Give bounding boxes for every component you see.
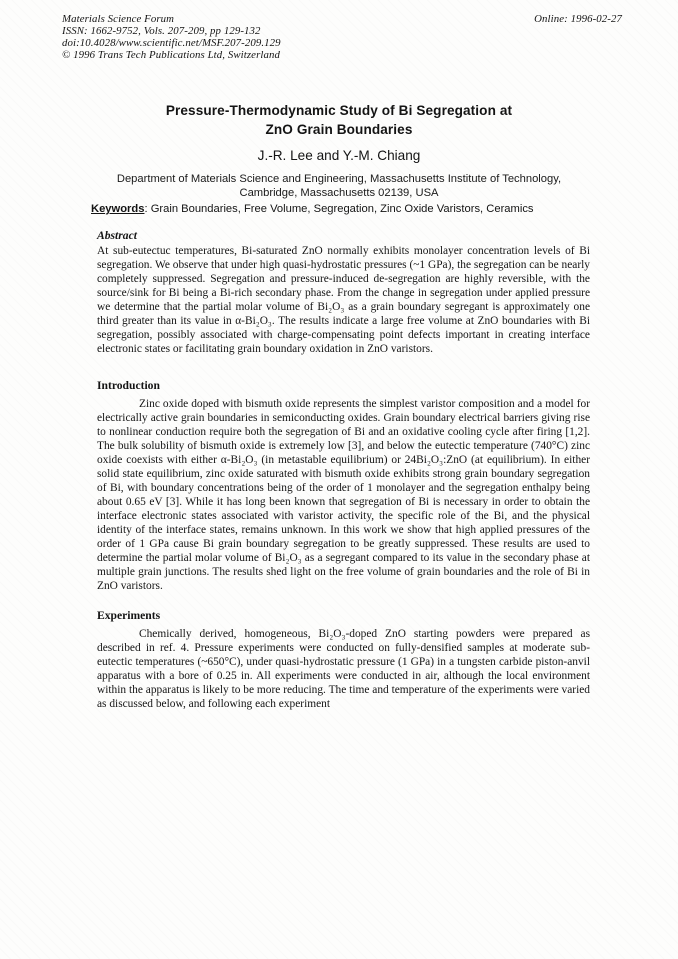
keywords-separator: : (144, 203, 151, 215)
abstract-heading: Abstract (97, 229, 137, 242)
section-spacer (97, 593, 590, 609)
section-spacer (97, 356, 590, 379)
journal-info-block (62, 13, 281, 61)
article-body (97, 229, 590, 711)
journal-masthead (62, 13, 622, 61)
journal-doi-line: doi:10.4028/www.scientific.net/MSF.207-209.129 (62, 37, 281, 49)
journal-copyright-line: © 1996 Trans Tech Publications Ltd, Switzerland (62, 49, 280, 61)
title-block (0, 101, 678, 200)
keywords-label: Keywords (91, 203, 145, 215)
journal-title: Materials Science Forum (62, 13, 175, 25)
affiliation-line-2: Cambridge, Massachusetts 02139, USA (239, 187, 439, 199)
introduction-paragraph: Zinc oxide doped with bismuth oxide represents the simplest varistor composition and a model for electrically active grain boundaries in semiconducting oxides. Grain boundary electrical barriers giving rise to nonlinear conduction require both the segregation of Bi and an oxidative cooling cycle after firing [1,2]. The bulk solubility of bismuth oxide is extremely low [3], and below the eutectic temperature (740°C) zinc oxide coexists with either α-Bi₂O₃ (in metastable equilibrium) or 24Bi₂O₃:ZnO (at equilibrium). In either solid state equilibrium, zinc oxide saturated with bismuth oxide exhibits strong grain boundary segregation of Bi, with boundary concentrations being of the order of 1 monolayer and the segregation enthalpy being about 0.65 eV [3]. While it has long been known that segregation of Bi is necessary in order to obtain the interface electronic states associated with varistor activity, the specific role of the Bi, and the physical identity of the interface states, remains unknown. In this work we show that high applied pressures of the order of 1 GPa cause Bi grain boundary segregation to be greatly suppressed. These results are used to determine the partial molar volume of Bi₂O₃ as a segregant compared to its value in the secondary phase at multiple grain junctions. The results shed light on the free volume of grain boundaries and the role of Bi in ZnO varistors. (97, 398, 590, 592)
online-date: Online: 1996-02-27 (534, 13, 622, 25)
authors-line: J.-R. Lee and Y.-M. Chiang (257, 148, 421, 163)
affiliation-line-1: Department of Materials Science and Engineering, Massachusetts Institute of Technology, (116, 173, 562, 185)
keywords-text: Grain Boundaries, Free Volume, Segregation, Zinc Oxide Varistors, Ceramics (150, 203, 534, 215)
experiments-paragraph: Chemically derived, homogeneous, Bi₂O₃-doped ZnO starting powders were prepared as described in ref. 4. Pressure experiments were conducted on fully-densified samples at moderate sub-eutectic temperatures (~650°C), under quasi-hydrostatic pressure (1 GPa) in a tungsten carbide piston-anvil apparatus with a bore of 0.25 in. All experiments were conducted in air, although the local environment within the apparatus is likely to be more reducing. The time and temperature of the experiments were varied as discussed below, and following each experiment (97, 628, 590, 710)
experiments-heading: Experiments (97, 609, 161, 622)
article-title-line-1: Pressure-Thermodynamic Study of Bi Segregation at (165, 103, 513, 118)
article-title (0, 101, 678, 139)
affiliation-block (0, 172, 678, 200)
journal-issn-line: ISSN: 1662-9752, Vols. 207-209, pp 129-132 (62, 25, 261, 37)
abstract-paragraph: At sub-eutectuc temperatures, Bi-saturated ZnO normally exhibits monolayer concentration levels of Bi segregation. We observe that under high quasi-hydrostatic pressures (~1 GPa), the segregation can be nearly completely suppressed. Segregation and pressure-induced de-segregation are highly reversible, with the source/sink for Bi being a Bi-rich secondary phase. From the change in segregation under applied pressure we determine that the partial molar volume of Bi₂O₃ as a grain boundary segregant is approximately one third greater than its value in α-Bi₂O₃. The results indicate a large free volume at ZnO boundaries with Bi segregation, possibly associated with charge-compensating point defects important in creating interface electronic states or facilitating grain boundary oxidation in ZnO varistors. (97, 245, 590, 355)
introduction-heading: Introduction (97, 379, 160, 392)
keywords-line (91, 202, 608, 216)
article-title-line-2: ZnO Grain Boundaries (265, 122, 413, 137)
